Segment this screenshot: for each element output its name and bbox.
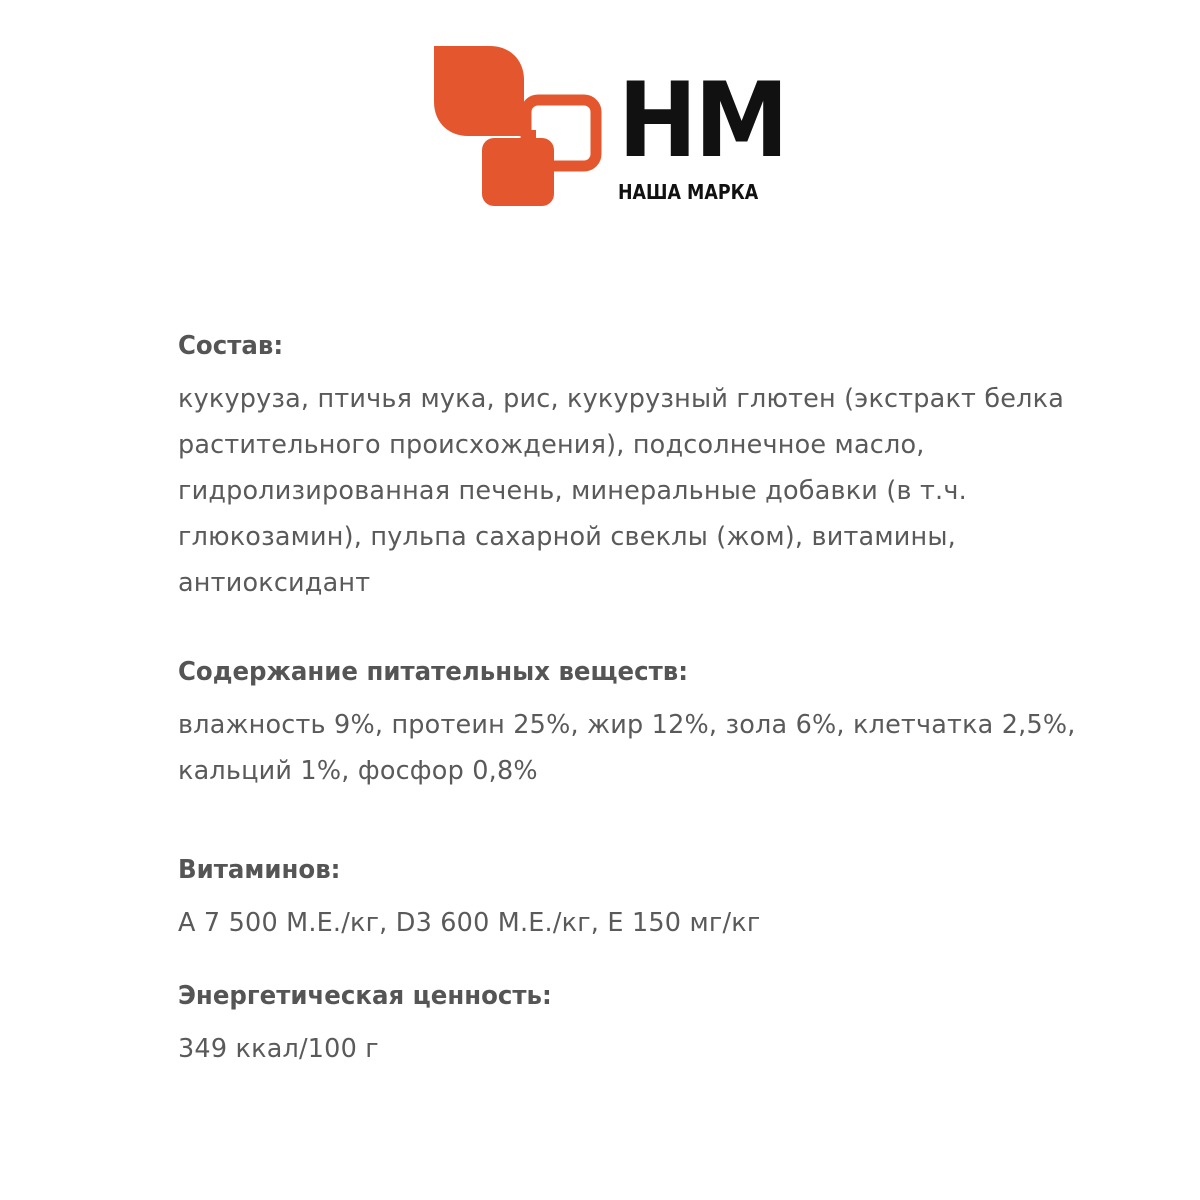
vitamins-text: A 7 500 М.Е./кг, D3 600 М.Е./кг, E 150 мг/кг — [178, 908, 761, 938]
logo-letters: НМ — [618, 61, 787, 181]
nutrients-title: Содержание питательных веществ: — [178, 657, 688, 687]
brand-logo — [432, 44, 792, 214]
logo-caption: НАША МАРКА — [618, 180, 759, 204]
leaf-squares-icon — [432, 44, 612, 214]
composition-text: кукуруза, птичья мука, рис, кукурузный глютен (экстракт белка растительного происхождения), подсолнечное масло, гидролизированная печень, минеральные добавки (в т.ч. глюкозамин), пульпа сахарной свеклы (жом), витамины, антиоксидант — [178, 384, 1065, 598]
vitamins-section — [178, 850, 1138, 946]
vitamins-title: Витаминов: — [178, 855, 341, 885]
composition-title: Состав: — [178, 331, 284, 361]
energy-title: Энергетическая ценность: — [178, 981, 552, 1011]
energy-section — [178, 976, 1138, 1072]
nutrients-section — [178, 652, 1138, 794]
product-info — [178, 326, 1138, 1072]
nutrients-text: влажность 9%, протеин 25%, жир 12%, зола 6%, клетчатка 2,5%, кальций 1%, фосфор 0,8% — [178, 710, 1076, 786]
composition-section — [178, 326, 1138, 606]
energy-text: 349 ккал/100 г — [178, 1034, 379, 1064]
